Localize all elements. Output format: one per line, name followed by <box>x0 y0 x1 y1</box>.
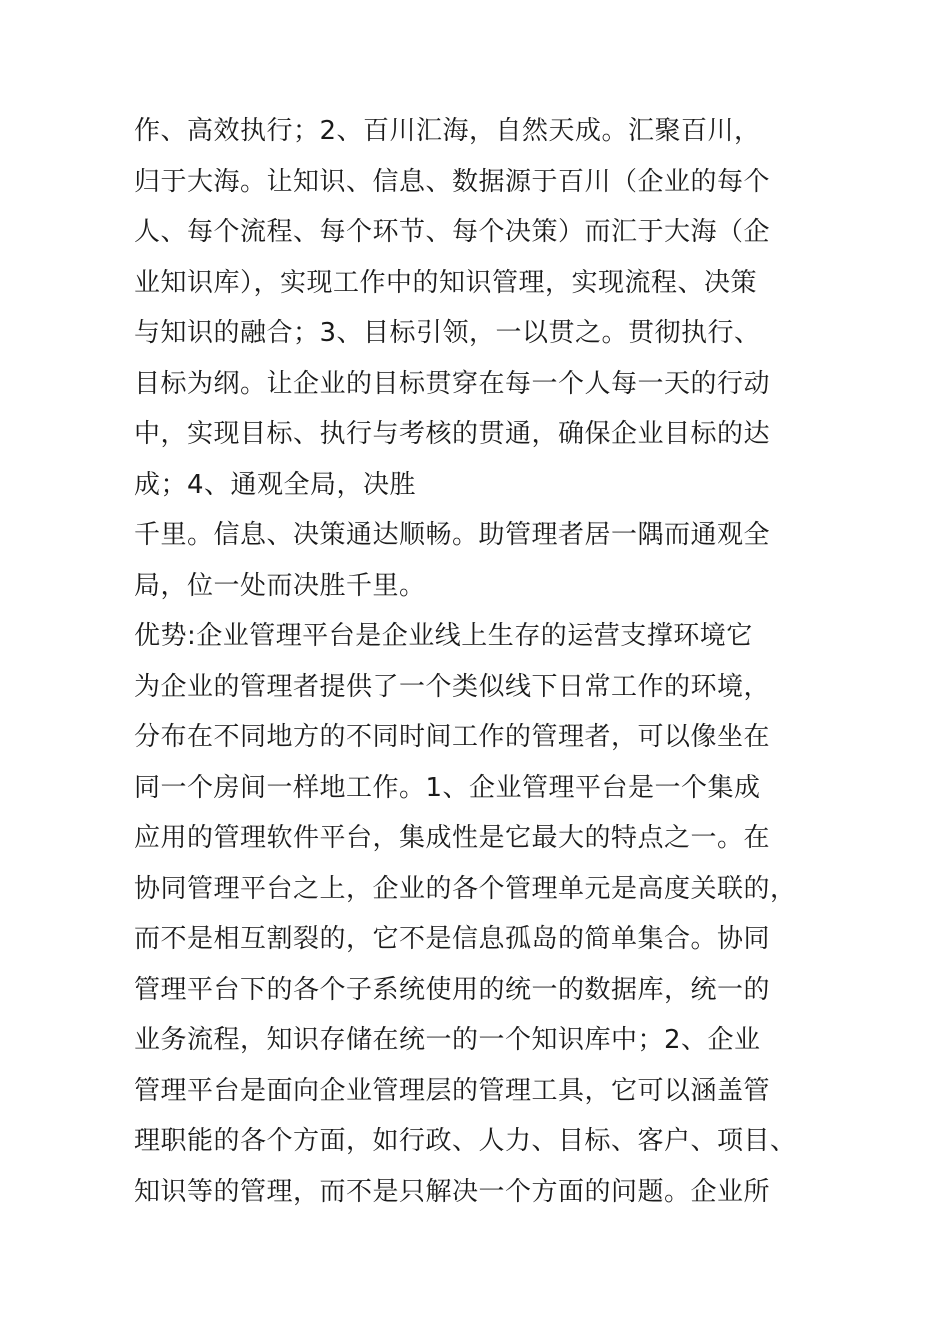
text-line: 局，位一处而决胜千里。 <box>134 570 426 601</box>
text-line: 而不是相互割裂的，它不是信息孤岛的简单集合。协同 <box>134 924 771 954</box>
text-line: 管理平台下的各个子系统使用的统一的数据库，统一的 <box>134 974 771 1005</box>
text-line: 同一个房间一样地工作。1、企业管理平台是一个集成 <box>134 772 761 803</box>
text-line: 业务流程，知识存储在统一的一个知识库中；2、企业 <box>134 1025 761 1055</box>
body-text <box>134 106 854 1217</box>
text-line: 管理平台是面向企业管理层的管理工具，它可以涵盖管 <box>134 1075 771 1106</box>
text-line: 业知识库），实现工作中的知识管理，实现流程、决策 <box>134 267 758 298</box>
text-line: 理职能的各个方面，如行政、人力、目标、客户、项目、 <box>134 1126 797 1156</box>
text-line: 优势:企业管理平台是企业线上生存的运营支撑环境它 <box>134 621 753 651</box>
text-line: 成；4、通观全局，决胜 <box>134 469 417 500</box>
text-line: 协同管理平台之上，企业的各个管理单元是高度关联的， <box>134 873 797 904</box>
text-line: 中，实现目标、执行与考核的贯通，确保企业目标的达 <box>134 419 771 449</box>
text-line: 知识等的管理，而不是只解决一个方面的问题。企业所 <box>134 1176 771 1207</box>
text-line: 作、高效执行；2、百川汇海，自然天成。汇聚百川， <box>134 116 761 146</box>
text-line: 分布在不同地方的不同时间工作的管理者，可以像坐在 <box>134 722 771 752</box>
text-line: 归于大海。让知识、信息、数据源于百川（企业的每个 <box>134 166 771 197</box>
text-line: 为企业的管理者提供了一个类似线下日常工作的环境， <box>134 671 771 702</box>
text-line: 千里。信息、决策通达顺畅。助管理者居一隅而通观全 <box>134 520 771 550</box>
text-line: 应用的管理软件平台，集成性是它最大的特点之一。在 <box>134 823 771 853</box>
text-line: 人、每个流程、每个环节、每个决策）而汇于大海（企 <box>134 217 771 247</box>
text-line: 与知识的融合；3、目标引领，一以贯之。贯彻执行、 <box>134 318 761 348</box>
text-line: 目标为纲。让企业的目标贯穿在每一个人每一天的行动 <box>134 368 771 399</box>
